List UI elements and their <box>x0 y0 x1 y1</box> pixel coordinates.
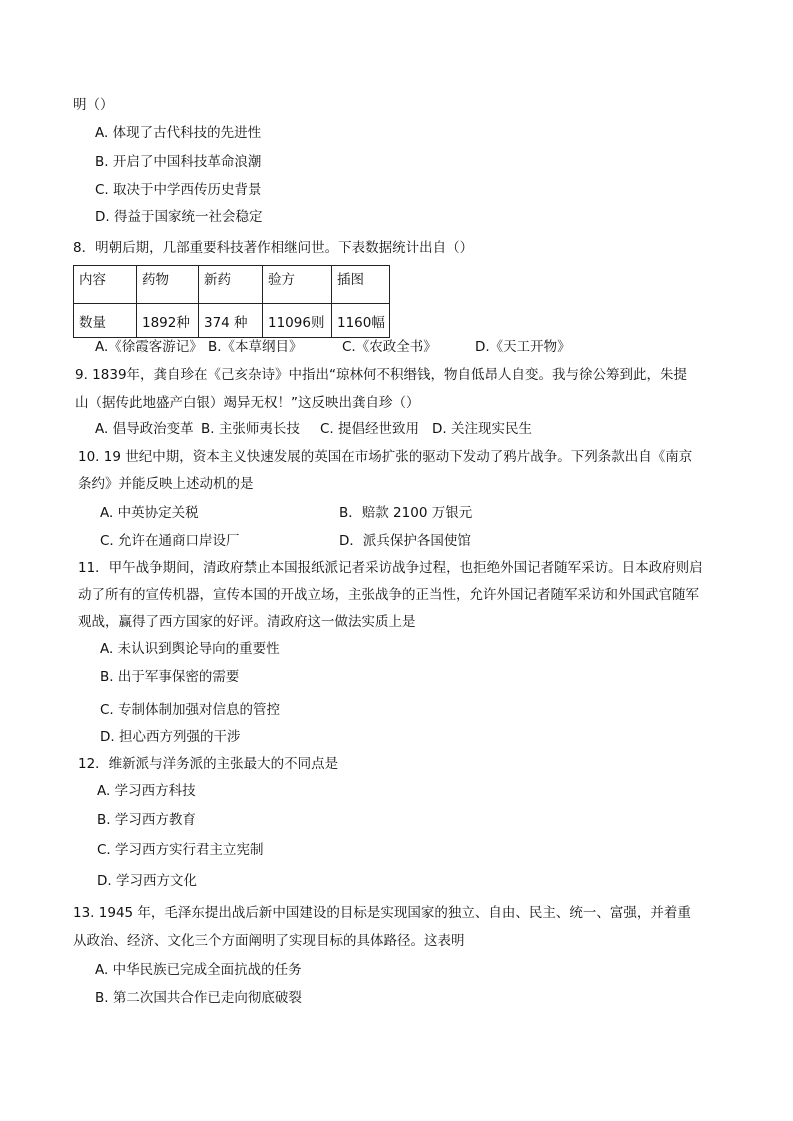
question-8-stem: 8．明朝后期，几部重要科技著作相继问世。下表数据统计出自（） <box>73 240 474 256</box>
question-7-option-b: B. 开启了中国科技革命浪潮 <box>95 154 262 170</box>
question-11-stem-line-1: 11．甲午战争期间，清政府禁止本国报纸派记者采访战争过程，也拒绝外国记者随军采访。日本政府则启 <box>78 560 703 576</box>
question-12-option-a: A. 学习西方科技 <box>97 783 196 799</box>
question-12-stem: 12．维新派与洋务派的主张最大的不同点是 <box>78 756 339 772</box>
table-cell: 内容 <box>74 266 137 304</box>
table-cell: 11096则 <box>263 304 332 338</box>
question-10-option-b: B．赔款 2100 万银元 <box>339 505 473 521</box>
question-11-option-c: C. 专制体制加强对信息的管控 <box>100 702 281 718</box>
question-11-option-b: B. 出于军事保密的需要 <box>100 669 240 685</box>
question-9-option-c: C. 提倡经世致用 <box>320 421 420 437</box>
table-cell: 插图 <box>332 266 390 304</box>
question-7-option-d: D. 得益于国家统一社会稳定 <box>95 209 263 225</box>
question-10-option-c: C. 允许在通商口岸设厂 <box>100 533 240 549</box>
question-11-stem-line-3: 观战，赢得了西方国家的好评。清政府这一做法实质上是 <box>78 614 416 630</box>
table-cell: 验方 <box>263 266 332 304</box>
table-cell: 数量 <box>74 304 137 338</box>
question-9-stem-line-2: 山（据传此地盛产白银）竭异无权！”这反映出龚自珍（） <box>75 395 420 411</box>
question-10-stem-line-2: 条约》并能反映上述动机的是 <box>78 476 254 492</box>
question-11-option-a: A. 未认识到舆论导向的重要性 <box>100 641 280 657</box>
question-10-stem-line-1: 10. 19 世纪中期，资本主义快速发展的英国在市场扩张的驱动下发动了鸦片战争。下列条款出自《南京 <box>78 449 693 465</box>
question-7-stem-tail: 明（） <box>73 97 114 113</box>
question-8-option-d: D.《天工开物》 <box>475 339 571 355</box>
question-9-option-d: D. 关注现实民生 <box>432 421 532 437</box>
question-13-option-b: B. 第二次国共合作已走向彻底破裂 <box>95 990 302 1006</box>
table-cell: 药物 <box>137 266 199 304</box>
question-12-option-d: D. 学习西方文化 <box>97 873 197 889</box>
table-cell: 1160幅 <box>332 304 390 338</box>
question-7-option-c: C. 取决于中学西传历史背景 <box>95 182 262 198</box>
question-9-option-b: B. 主张师夷长技 <box>201 421 300 437</box>
question-7-option-a: A. 体现了古代科技的先进性 <box>95 125 262 141</box>
table-cell: 新药 <box>199 266 263 304</box>
table-row <box>74 304 390 338</box>
question-12-option-b: B. 学习西方教育 <box>97 812 196 828</box>
question-13-option-a: A. 中华民族已完成全面抗战的任务 <box>95 962 302 978</box>
question-9-option-a: A. 倡导政治变革 <box>95 421 194 437</box>
table-header-row <box>74 266 390 304</box>
question-12-option-c: C. 学习西方实行君主立宪制 <box>97 842 264 858</box>
question-11-stem-line-2: 动了所有的宣传机器，宣传本国的开战立场，主张战争的正当性，允许外国记者随军采访和外国武官随军 <box>78 587 699 603</box>
table-cell: 374 种 <box>199 304 263 338</box>
question-8-option-b: B.《本草纲目》 <box>208 339 303 355</box>
table-cell: 1892种 <box>137 304 199 338</box>
question-8-option-c: C.《农政全书》 <box>342 339 437 355</box>
question-10-option-d: D．派兵保护各国使馆 <box>339 533 471 549</box>
question-10-option-a: A. 中英协定关税 <box>100 505 199 521</box>
question-11-option-d: D. 担心西方列强的干涉 <box>100 729 241 745</box>
question-13-stem-line-2: 从政治、经济、文化三个方面阐明了实现目标的具体路径。这表明 <box>73 933 465 949</box>
statistics-table <box>73 265 390 338</box>
question-8-option-a: A.《徐霞客游记》 <box>95 339 203 355</box>
question-9-stem-line-1: 9. 1839年，龚自珍在《己亥杂诗》中指出“琼林何不积缗钱，物自低昂人自变。我与徐公筹到此，朱提 <box>75 367 688 383</box>
question-13-stem-line-1: 13. 1945 年，毛泽东提出战后新中国建设的目标是实现国家的独立、自由、民主、统一、富强，并着重 <box>73 905 691 921</box>
